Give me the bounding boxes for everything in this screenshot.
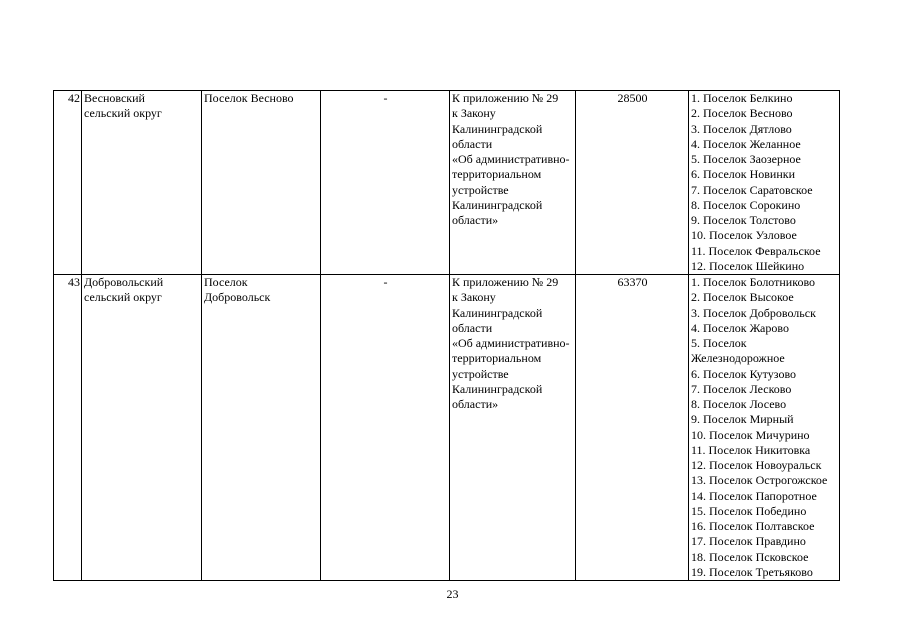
district-line: Добровольский <box>84 275 164 289</box>
basis-line: устройстве <box>452 366 509 381</box>
district-line: сельский округ <box>84 106 162 121</box>
district-line: сельский округ <box>84 290 162 305</box>
settlement-item: 1. Поселок Белкино <box>691 91 793 105</box>
settlements-cell <box>689 91 840 275</box>
settlement-item: 2. Поселок Высокое <box>691 290 794 305</box>
settlement-item: 2. Поселок Весново <box>691 106 793 121</box>
basis-line: к Закону <box>452 106 496 121</box>
settlement-item: 6. Поселок Кутузово <box>691 366 797 381</box>
settlement-item: 5. Поселок <box>691 336 747 350</box>
population-cell <box>576 91 689 275</box>
settlement-item: 7. Поселок Саратовское <box>691 182 813 197</box>
settlement-item: 10. Поселок Мичурино <box>691 427 810 442</box>
settlement-item: 9. Поселок Мирный <box>691 412 794 427</box>
settlement-item: 11. Поселок Никитовка <box>691 442 811 457</box>
settlements-table <box>53 90 840 581</box>
population-value: 28500 <box>617 91 648 105</box>
district-line: Весновский <box>84 91 145 105</box>
row-number-cell <box>54 91 82 275</box>
page-number: 23 <box>446 587 459 601</box>
settlement-item: 15. Поселок Победино <box>691 503 807 518</box>
basis-line: Калининградской <box>452 305 543 320</box>
settlement-item: Железнодорожное <box>691 351 785 366</box>
admin-center-line: Поселок <box>204 275 248 289</box>
row-number: 42 <box>68 91 80 105</box>
admin-center-line: Добровольск <box>204 290 271 305</box>
basis-line: области» <box>452 213 499 227</box>
row-number: 43 <box>68 275 80 289</box>
settlement-item: 13. Поселок Острогожское <box>691 473 828 488</box>
basis-line: области <box>452 136 493 151</box>
settlement-item: 5. Поселок Заозерное <box>691 152 801 166</box>
settlement-item: 1. Поселок Болотниково <box>691 275 816 289</box>
table-row <box>54 275 840 581</box>
settlement-item: 18. Поселок Псковское <box>691 549 809 564</box>
settlement-item: 17. Поселок Правдино <box>691 534 806 549</box>
row-number-cell <box>54 275 82 581</box>
basis-line: «Об административно- <box>452 336 570 350</box>
settlements-cell <box>689 275 840 581</box>
table-row <box>54 91 840 275</box>
admin-center-cell <box>202 91 321 275</box>
settlement-item: 8. Поселок Сорокино <box>691 197 801 212</box>
settlement-item: 4. Поселок Желанное <box>691 136 801 151</box>
settlement-item: 14. Поселок Папоротное <box>691 488 817 503</box>
settlement-item: 19. Поселок Третьяково <box>691 564 813 579</box>
settlement-item: 3. Поселок Дятлово <box>691 121 792 136</box>
district-cell <box>82 91 202 275</box>
dash-mark: - <box>383 91 388 105</box>
basis-line: устройстве <box>452 182 509 197</box>
settlement-item: 11. Поселок Февральское <box>691 243 821 258</box>
settlement-item: 6. Поселок Новинки <box>691 167 796 182</box>
basis-line: Калининградской <box>452 381 543 396</box>
admin-center-cell <box>202 275 321 581</box>
dash-cell <box>321 91 450 275</box>
district-cell <box>82 275 202 581</box>
basis-line: Калининградской <box>452 121 543 136</box>
basis-line: к Закону <box>452 290 496 305</box>
basis-line: Калининградской <box>452 197 543 212</box>
basis-line: области <box>452 320 493 335</box>
settlement-item: 16. Поселок Полтавское <box>691 519 815 533</box>
basis-cell <box>450 91 576 275</box>
admin-center-line: Поселок Весново <box>204 91 294 105</box>
dash-mark: - <box>383 275 388 289</box>
settlement-item: 9. Поселок Толстово <box>691 213 796 227</box>
basis-cell <box>450 275 576 581</box>
settlement-item: 8. Поселок Лосево <box>691 397 787 411</box>
basis-line: К приложению № 29 <box>452 275 559 289</box>
basis-line: территориальном <box>452 167 542 182</box>
basis-line: «Об административно- <box>452 152 570 166</box>
basis-line: области» <box>452 397 499 411</box>
settlement-item: 7. Поселок Лесково <box>691 381 792 396</box>
population-value: 63370 <box>617 275 648 289</box>
settlement-item: 4. Поселок Жарово <box>691 320 789 335</box>
settlement-item: 3. Поселок Добровольск <box>691 305 816 320</box>
dash-cell <box>321 275 450 581</box>
settlement-item: 12. Поселок Новоуральск <box>691 458 822 472</box>
basis-line: территориальном <box>452 351 542 366</box>
settlement-item: 10. Поселок Узловое <box>691 228 797 243</box>
settlement-item: 12. Поселок Шейкино <box>691 258 805 273</box>
basis-line: К приложению № 29 <box>452 91 559 105</box>
population-cell <box>576 275 689 581</box>
